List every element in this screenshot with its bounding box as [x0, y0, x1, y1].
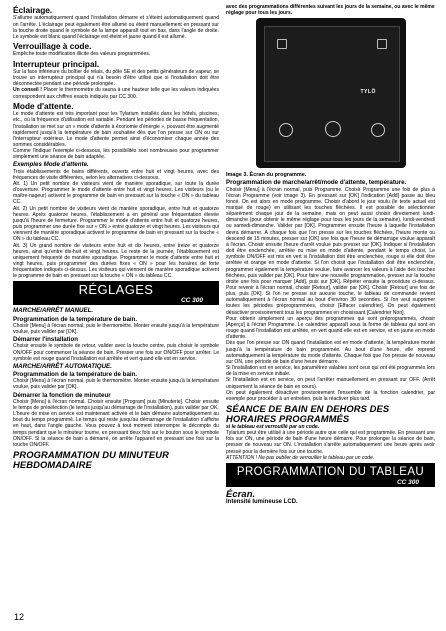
conseil-text: Placer le thermomètre du sauna à une hauteur telle que les valeurs indiquées correspondent aux chiffres exacts indiqués par CC 300.	[13, 87, 219, 100]
programmation-banner	[226, 463, 435, 487]
exemples-heading: Exemples Mode d'attente.	[13, 161, 89, 169]
exemples-alt-1: Alt. 1) Un petit nombre de visiteurs vient de manière sporadique, sur toute la durée d'ouverture. Programmer le mode d'attente entre huit et vingt heures. Les visiteurs (ou le maître-nageur) activent le programme de bain en pressant sur la touche « ON » du tableau CC.	[13, 180, 219, 206]
exemples-alt-3: Alt. 3) Un grand nombre de visiteurs entre huit et dix heures, entre treize et quatorze heures, ainsi qu'entre dix-huit et vingt heures. Le reste de la journée, l'établissement est uniquement fréquenté de manière sporadique. Programmer le mode d'attente entre huit et vingt heures, puis programmer des durées fixes « ON » pour les horaires de forte fréquentation indiqués ci-dessus. Les visiteurs qui viennent de manière sporadique activent le programme de bain en pressant sur la touche « ON » du tableau CC.	[13, 242, 219, 280]
reglages-banner-subtitle: CC 300	[180, 297, 203, 305]
right-column	[226, 4, 435, 506]
left-round-button-icon	[279, 123, 293, 137]
prog-temp-text-1: Choisir [Menu] à l'écran normal, puis le thermomètre. Monter ensuite jusqu'à la température voulue, puis valider par [OK].	[13, 322, 219, 336]
exemples-text-1: Trois établissements de bains différents, ouverts entre huit et vingt heures, avec des fréquences de visite différentes, selon les alternatives ci-dessous.	[13, 168, 219, 181]
right-round-button-icon	[371, 123, 385, 137]
eclairage-heading: Éclairage.	[13, 5, 53, 15]
seance-heading: SÉANCE DE BAIN EN DEHORS DES HORAIRES PROGRAMMÉS	[226, 402, 390, 424]
prog-minuteur-heading: PROGRAMMATION DU MINUTEUR HEBDOMADAIRE	[13, 449, 169, 471]
left-column	[13, 4, 219, 470]
verrouillage-heading: Verrouillage à code.	[13, 41, 92, 52]
marche-arret-auto-heading: MARCHE/ARRÊT AUTOMATIQUE.	[13, 362, 112, 370]
mode-attente-text-2: Comme l'indique l'exemple ci-dessous, les possibilités sont nombreuses pour programmer simplement une séance de bain adaptée.	[13, 148, 219, 161]
exemples-alt-2: Alt. 2) Un petit nombre de visiteurs vient de manière sporadique, entre huit et quatorze heures. Après quatorze heures, l'établissement a en général une fréquentation élevée jusqu'à l'heure de fermeture. Programmer le mode d'attente entre huit et quatorze heures, puis programmer une durée fixe sur « ON » entre quatorze et vingt heures. Les visiteurs qui viennent de manière sporadique activent le programme de bain en pressant sur la touche « ON » du tableau CC.	[13, 205, 219, 243]
intro-text: avec des programmations différentes suivant les jours de la semaine, ou avec le même réglage pour tous les jours.	[226, 4, 435, 17]
center-round-button-icon	[325, 121, 341, 137]
prog-marche-text-6: On peut également désactiver provisoirement l'ensemble de la fonction calendrier, par exemple pour procéder à un entretien, puis la réactiver plus tard.	[226, 389, 435, 402]
demarrer-minuteur-text-2: L'heure de mise en service est maintenant activée et le bain démarre automatiquement au bout du temps programmé. Le temps qui reste jusqu'au démarrage de l'installation s'affiche en haut, dans l'angle gauche. Vous pouvez à tout moment interrompre le décompte du temps pendant que le minuteur tourne, en pressant deux fois sur le bouton sous le symbole ON/OFF. Si la séance de bain a démarré, on arrête l'appareil en pressant une fois sur la touche ON/OFF.	[13, 411, 219, 448]
interrupteur-heading: Interrupteur principal.	[13, 58, 100, 69]
marche-arret-manuel-heading: MARCHE/ARRÊT MANUEL.	[13, 307, 94, 315]
prog-marche-text-5: Si l'installation est en service, on peut l'arrêter manuellement en pressant sur OFF. (Arrêt uniquement la séance de bain en cours).	[226, 377, 435, 390]
prog-marche-heading: Programmation de marche/arrêt/mode d'attente, température.	[226, 179, 407, 187]
verrouillage-text: Empêche toute modification illicite des valeurs programmées.	[13, 51, 151, 58]
seance-text: Tylarium peut être utilisé à une période autre que celle qui est programmée. En pressant une fois sur ON, une période de bain d'une heure démarre. Pour prolonger la séance de bain, presser de nouveau sur ON. L'installation s'arrête automatiquement une heure après avoir pressé pour la dernière fois sur une touche.	[226, 430, 435, 455]
seance-subheading: si le tableau est verrouillé par un code.	[226, 423, 320, 430]
prog-temp-heading-1: Programmation de la température de bain.	[13, 315, 138, 323]
interrupteur-text: Sur la face inférieure du boîtier de relais, du pôle SE et des petits générateurs de vapeur, se trouve un interrupteur principal qui n'a besoin d'être utilisé que si l'installation doit être déconnectée pendant une période prolongée.	[13, 69, 219, 88]
eclairage-text: S'allume automatiquement quand l'installation démarre et s'éteint automatiquement quand on l'arrête. L'éclairage peut également être allumé ou éteint manuellement en pressant sur la touche droite quand le symbole de la lampe apparaît tout en bas, dans l'angle de droite. Le symbole est blanc quand l'éclairage est éteint et jaune quand il est allumé.	[13, 15, 219, 40]
prog-marche-text-2: Pour obtenir simplement un aperçu des programmes qui sont préprogrammés, choisir [Aperçu] à l'écran Programme. Le calendrier apparaît sous la forme de tableau qui sont en rouge quand l'installation est arrêtée, en vert quand elle est en service, et en jaune en mode d'attente.	[226, 315, 435, 341]
menu-square-icon	[277, 39, 287, 49]
prog-marche-text-3: Dès que l'on presse sur ON quand l'installation est en mode d'attente, la température monte jusqu'à la température de bain programmée. Au bout d'une heure, elle reprend automatiquement la température du mode d'attente. Chaque fois que l'on presse de nouveau sur ON, une période de bain d'une heure démarre.	[226, 340, 435, 365]
programmation-banner-title: PROGRAMMATION DU TABLEAU	[236, 465, 425, 478]
reglages-banner	[13, 281, 219, 305]
prog-marche-text-4: Si l'installation est en service, les paramètres valables sont ceux qui ont été programmés lors de la mise en service initiale.	[226, 365, 435, 378]
control-panel-image	[256, 18, 406, 168]
reglages-banner-title: RÉGLAGES	[78, 282, 154, 298]
demarrer-minuteur-heading: Démarrer la fonction de minuteur	[13, 391, 111, 399]
programmation-banner-subtitle: CC 300	[396, 478, 419, 486]
ecran-heading: Écran.	[226, 487, 256, 499]
image-caption: Image 3. Écran du programme.	[226, 172, 307, 179]
prog-temp-text-2: Choisir [Menu] à l'écran normal, puis le thermomètre. Monter ensuite jusqu'à la température voulue, puis valider par [OK].	[13, 378, 219, 391]
ecran-text: Intensité lumineuse LCD.	[226, 498, 298, 505]
mode-attente-heading: Mode d'attente.	[13, 100, 74, 111]
page-number: 12	[14, 612, 25, 622]
demarrer-minuteur-text-1: Choisir [Menu] à l'écran normal. Choisir ensuite [Program] puis [Minuterie]. Choisir ensuite le temps de présélection (le temps jusqu'au démarrage de l'installation), puis valider par OK.	[13, 398, 219, 411]
mode-attente-text-1: Le mode d'attente est très important pour les Tylarium installés dans les hôtels, piscines, etc., où la fréquence d'utilisation est variable. Pendant les périodes de basse fréquentation, l'installation se met sur un « mode d'attente à économie d'énergie », pouvant être augmenté rapidement jusqu'à la température de bain souhaitée dès que l'on presse sur ON ou sur l'interrupteur extérieur. Le mode d'attente permet ainsi d'économiser chaque année des sommes considérables.	[13, 111, 219, 148]
conseil-label: Un conseil !	[13, 87, 42, 94]
demarrer-text: Choisir ensuite le symbole de retour, valider avec la touche centre, puis choisir le symbole ON/OFF pour commencer la séance de bain. Presser une fois sur ON/OFF pour arrêter. Le symbole est rouge quand l'installation est arrêtée et vert quand elle est en service.	[13, 343, 219, 362]
program-square-icon	[377, 39, 387, 49]
prog-temp-heading-2: Programmation de la température de bain.	[13, 371, 138, 379]
attention-text: ATTENTION ! Ne pas oublier de verrouiller le tableau par un code.	[226, 454, 375, 461]
panel-screen	[264, 26, 400, 162]
device-brand-logo: TYLÖ	[360, 89, 376, 96]
conseil-paragraph	[13, 87, 219, 99]
prog-marche-text-1: Choisir [Menu] à l'écran normal, puis Programme. Choisir Programme une fois de plus à l'écran Programme (voir image 3). En pressant sur [OK] l'indication [Add] passe au bleu foncé. On est alors en mode programme. Choisir d'abord le jour voulu (le texte actuel est marqué de rouge) en utilisant les touches fléchées. Il est possible de sélectionner séparément chaque jour de la semaine, mais on peut aussi choisir directement lundi-dimanche (pour obtenir le même réglage pour tous les jours de la semaine), lundi-vendredi ou samedi-dimanche. Valider par [OK]. Programmer ensuite l'heure à laquelle l'installation devra démarrer. À chaque fois que l'on presse sur les touches fléchées, l'heure monte ou descend de 15 minutes, presser sur [OK] une fois que l'heure de démarrage voulue apparaît à l'écran. Choisir ensuite l'heure d'arrêt voulue puis presser sur [OK]. Indiquer si l'installation doit être enclenchée, arrêtée ou mise en mode d'attente, pendant le temps choisi. Le symbole ON/OFF est mis en vert si l'installation doit être enclenchée, rouge si elle doit être arrêtée et orange en mode d'attente. Si l'on choisit que l'installation doit être enclenchée, programmer également la température voulue, faire avancer les valeurs à l'aide des touches fléchées, puis valider par [OK]. Pour faire une nouvelle programmation, presser sur la touche droite une fois pour marquer [Add], puis sur [OK]. Répéter ensuite la procédure ci-dessus. Pour revenir à l'écran normal, choisir [Retour], valider par [OK]. Choisir [Retour] une fois de plus, puis [OK]. Si l'on ne presse sur aucune touche, le tableau de commande revient automatiquement à l'écran normal au bout d'environ 30 secondes. Si l'on veut supprimer toutes les périodes préprogrammées, choisir [Effacer calendrier]. On peut également désactiver provisoirement tous les programmes en choisissant [Calendrier Non].	[226, 186, 435, 316]
demarrer-heading: Démarrer l'installation	[13, 336, 79, 344]
